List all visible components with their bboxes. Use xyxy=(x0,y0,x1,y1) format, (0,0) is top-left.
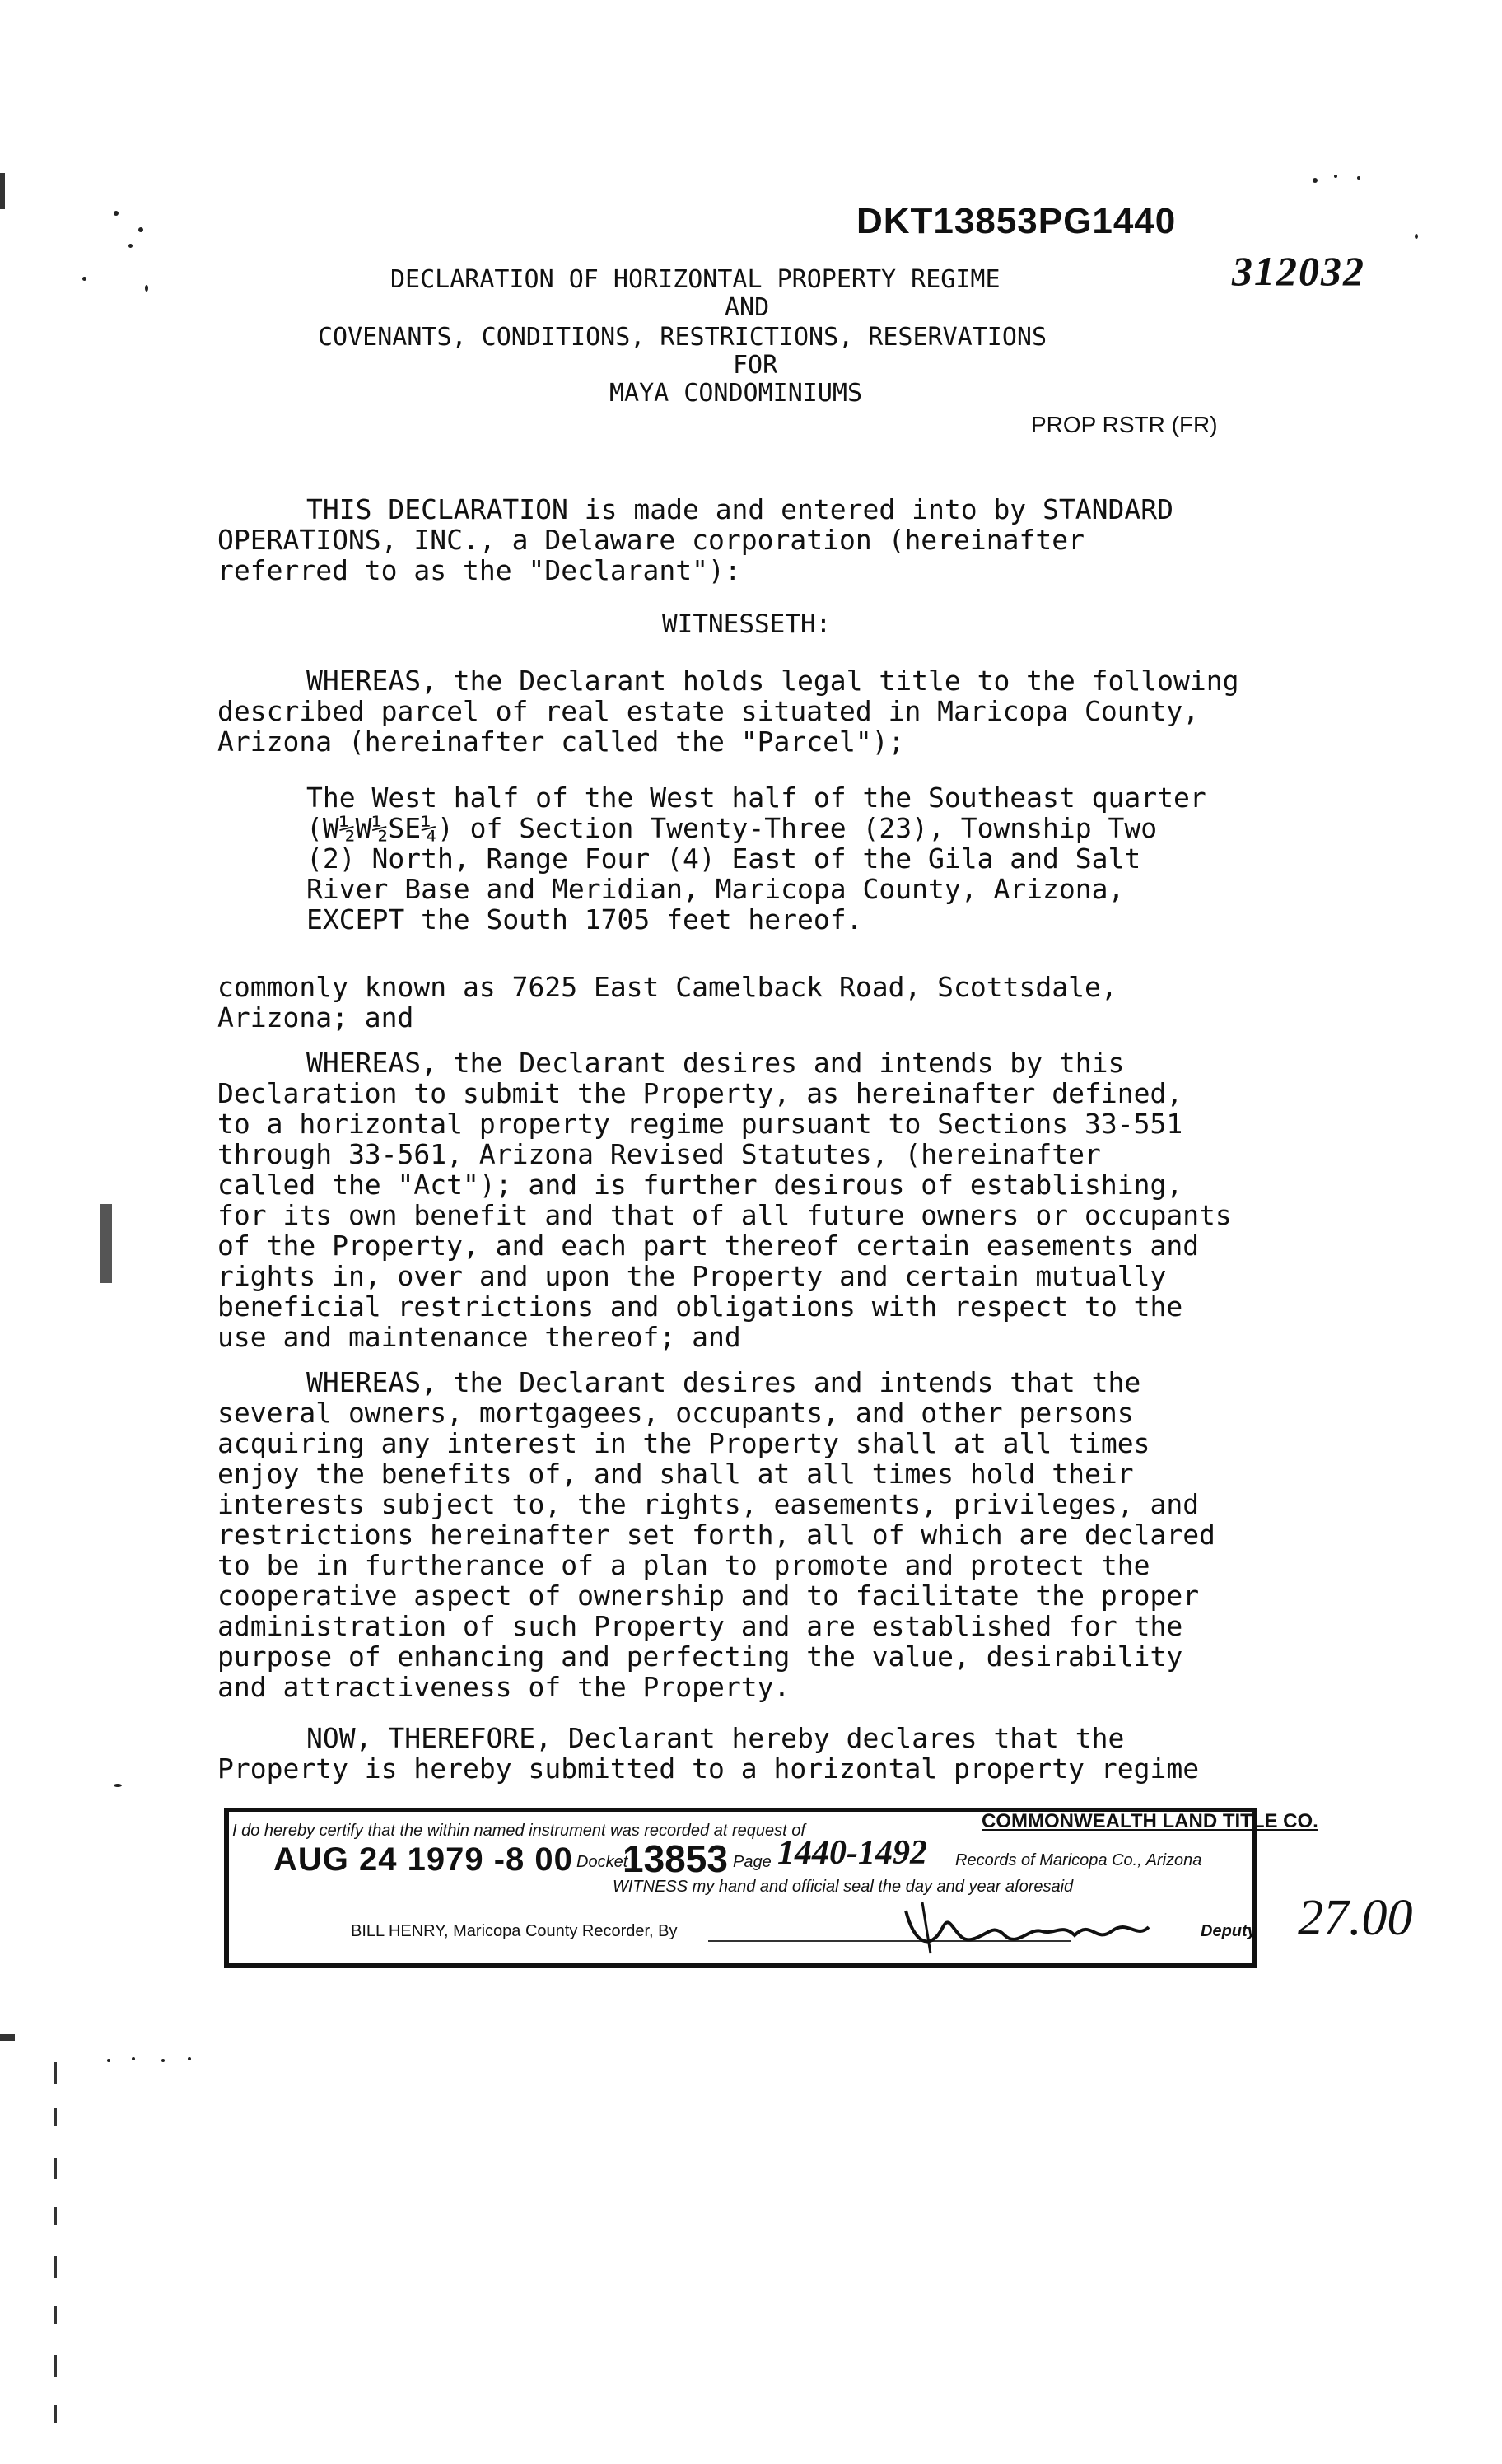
scan-speck xyxy=(188,2057,191,2060)
scan-speck xyxy=(82,277,86,281)
intro-paragraph: THIS DECLARATION is made and entered into by STANDARD OPERATIONS, INC., a Delaware corporation (hereinafter referred to as the "Declarant"): xyxy=(217,493,1173,586)
stamp-deputy-label: Deputy xyxy=(1201,1922,1257,1940)
scan-edge-mark xyxy=(0,2034,15,2041)
stamp-company: COMMONWEALTH LAND TITLE CO. xyxy=(982,1810,1318,1832)
scan-edge-mark xyxy=(54,2306,57,2324)
whereas-benefits-paragraph: WHEREAS, the Declarant desires and intends that the several owners, mortgagees, occupants, and other persons acquiring any interest in the Property shall at all times enjoy the benefits of, and shall at all times hold their interests subject to, the rights, easements, privileges, and restrictions hereinafter set forth, all of which are declared to be in furtherance of a plan to promote and protect the cooperative aspect of ownership and to facilitate the proper administration of such Property and are established for the purpose of enhancing and perfecting the value, desirability and attractiveness of the Property. xyxy=(217,1366,1215,1703)
whereas-submit-paragraph: WHEREAS, the Declarant desires and intends by this Declaration to submit the Property, as hereinafter defined, to a horizontal property regime pursuant to Sections 33-551 through 33-561, Arizona Revised Statutes, (hereinafter called the "Act"); and is further desirous of establishing, for its own benefit and that of all future owners or occupants of the Property, and each part thereof certain easements and rights in, over and upon the Property and certain mutually beneficial restrictions and obligations with respect to the use and maintenance thereof; and xyxy=(217,1047,1232,1353)
scan-speck xyxy=(132,2057,135,2060)
stamp-records-text: Records of Maricopa Co., Arizona xyxy=(955,1851,1202,1869)
handwritten-fee: 27.00 xyxy=(1298,1890,1413,1946)
title-line-3: COVENANTS, CONDITIONS, RESTRICTIONS, RESERVATIONS xyxy=(318,323,1047,352)
scan-speck xyxy=(128,244,133,248)
stamp-docket-number: 13853 xyxy=(623,1837,728,1880)
scan-edge-mark xyxy=(0,173,5,209)
stamp-pages: 1440-1492 xyxy=(777,1834,927,1872)
scan-edge-mark xyxy=(54,2108,57,2126)
scan-edge-mark xyxy=(54,2062,57,2084)
title-line-2: AND xyxy=(725,293,770,322)
scan-speck xyxy=(114,211,119,216)
scan-speck xyxy=(1334,175,1337,178)
scan-speck xyxy=(145,285,148,292)
whereas-parcel-paragraph: WHEREAS, the Declarant holds legal title to the following described parcel of real estate situated in Maricopa County, Arizona (hereinafter called the "Parcel"); xyxy=(217,665,1239,758)
title-line-5: MAYA CONDOMINIUMS xyxy=(609,379,863,408)
stamp-docket-label: Docket xyxy=(576,1853,628,1871)
scan-speck xyxy=(1415,234,1418,239)
title-line-4: FOR xyxy=(733,351,778,380)
scan-edge-mark xyxy=(54,2405,57,2423)
stamp-certify-text: I do hereby certify that the within named instrument was recorded at request of xyxy=(232,1822,805,1840)
witnesseth-heading: WITNESSETH: xyxy=(662,609,832,639)
stamp-recorder-text: BILL HENRY, Maricopa County Recorder, By xyxy=(351,1922,678,1940)
scan-edge-mark xyxy=(54,2355,57,2377)
scan-speck xyxy=(1313,178,1318,183)
title-line-1: DECLARATION OF HORIZONTAL PROPERTY REGIME xyxy=(390,265,1001,294)
commonly-known-paragraph: commonly known as 7625 East Camelback Road, Scottsdale, Arizona; and xyxy=(217,971,1117,1034)
stamp-page-label: Page xyxy=(733,1853,772,1871)
scan-speck xyxy=(138,227,143,232)
scan-edge-mark xyxy=(54,2256,57,2278)
scan-speck xyxy=(161,2059,165,2062)
legal-description: The West half of the West half of the Southeast quarter (W½W½SE¼) of Section Twenty-Three (23), Township Two (2) North, Range Four (4) East of the Gila and Salt River Base and Meridian, Maricopa County, Arizona, EXCEPT the South 1705 feet hereof. xyxy=(306,782,1206,936)
scan-edge-mark xyxy=(54,2158,57,2179)
staple-mark xyxy=(100,1204,112,1283)
stamp-date: AUG 24 1979 -8 00 xyxy=(273,1841,573,1878)
file-number: 312032 xyxy=(1232,248,1365,294)
document-number: DKT13853PG1440 xyxy=(856,201,1177,241)
scan-speck xyxy=(114,1784,122,1787)
stamp-witness-text: WITNESS my hand and official seal the day and year aforesaid xyxy=(613,1878,1074,1896)
scan-speck xyxy=(107,2059,110,2062)
recording-code: PROP RSTR (FR) xyxy=(1031,412,1218,437)
deputy-signature xyxy=(898,1894,1210,1960)
scan-edge-mark xyxy=(54,2207,57,2225)
now-therefore-paragraph: NOW, THEREFORE, Declarant hereby declares that the Property is hereby submitted to a horizontal property regime xyxy=(217,1722,1200,1785)
scan-speck xyxy=(1357,176,1360,180)
